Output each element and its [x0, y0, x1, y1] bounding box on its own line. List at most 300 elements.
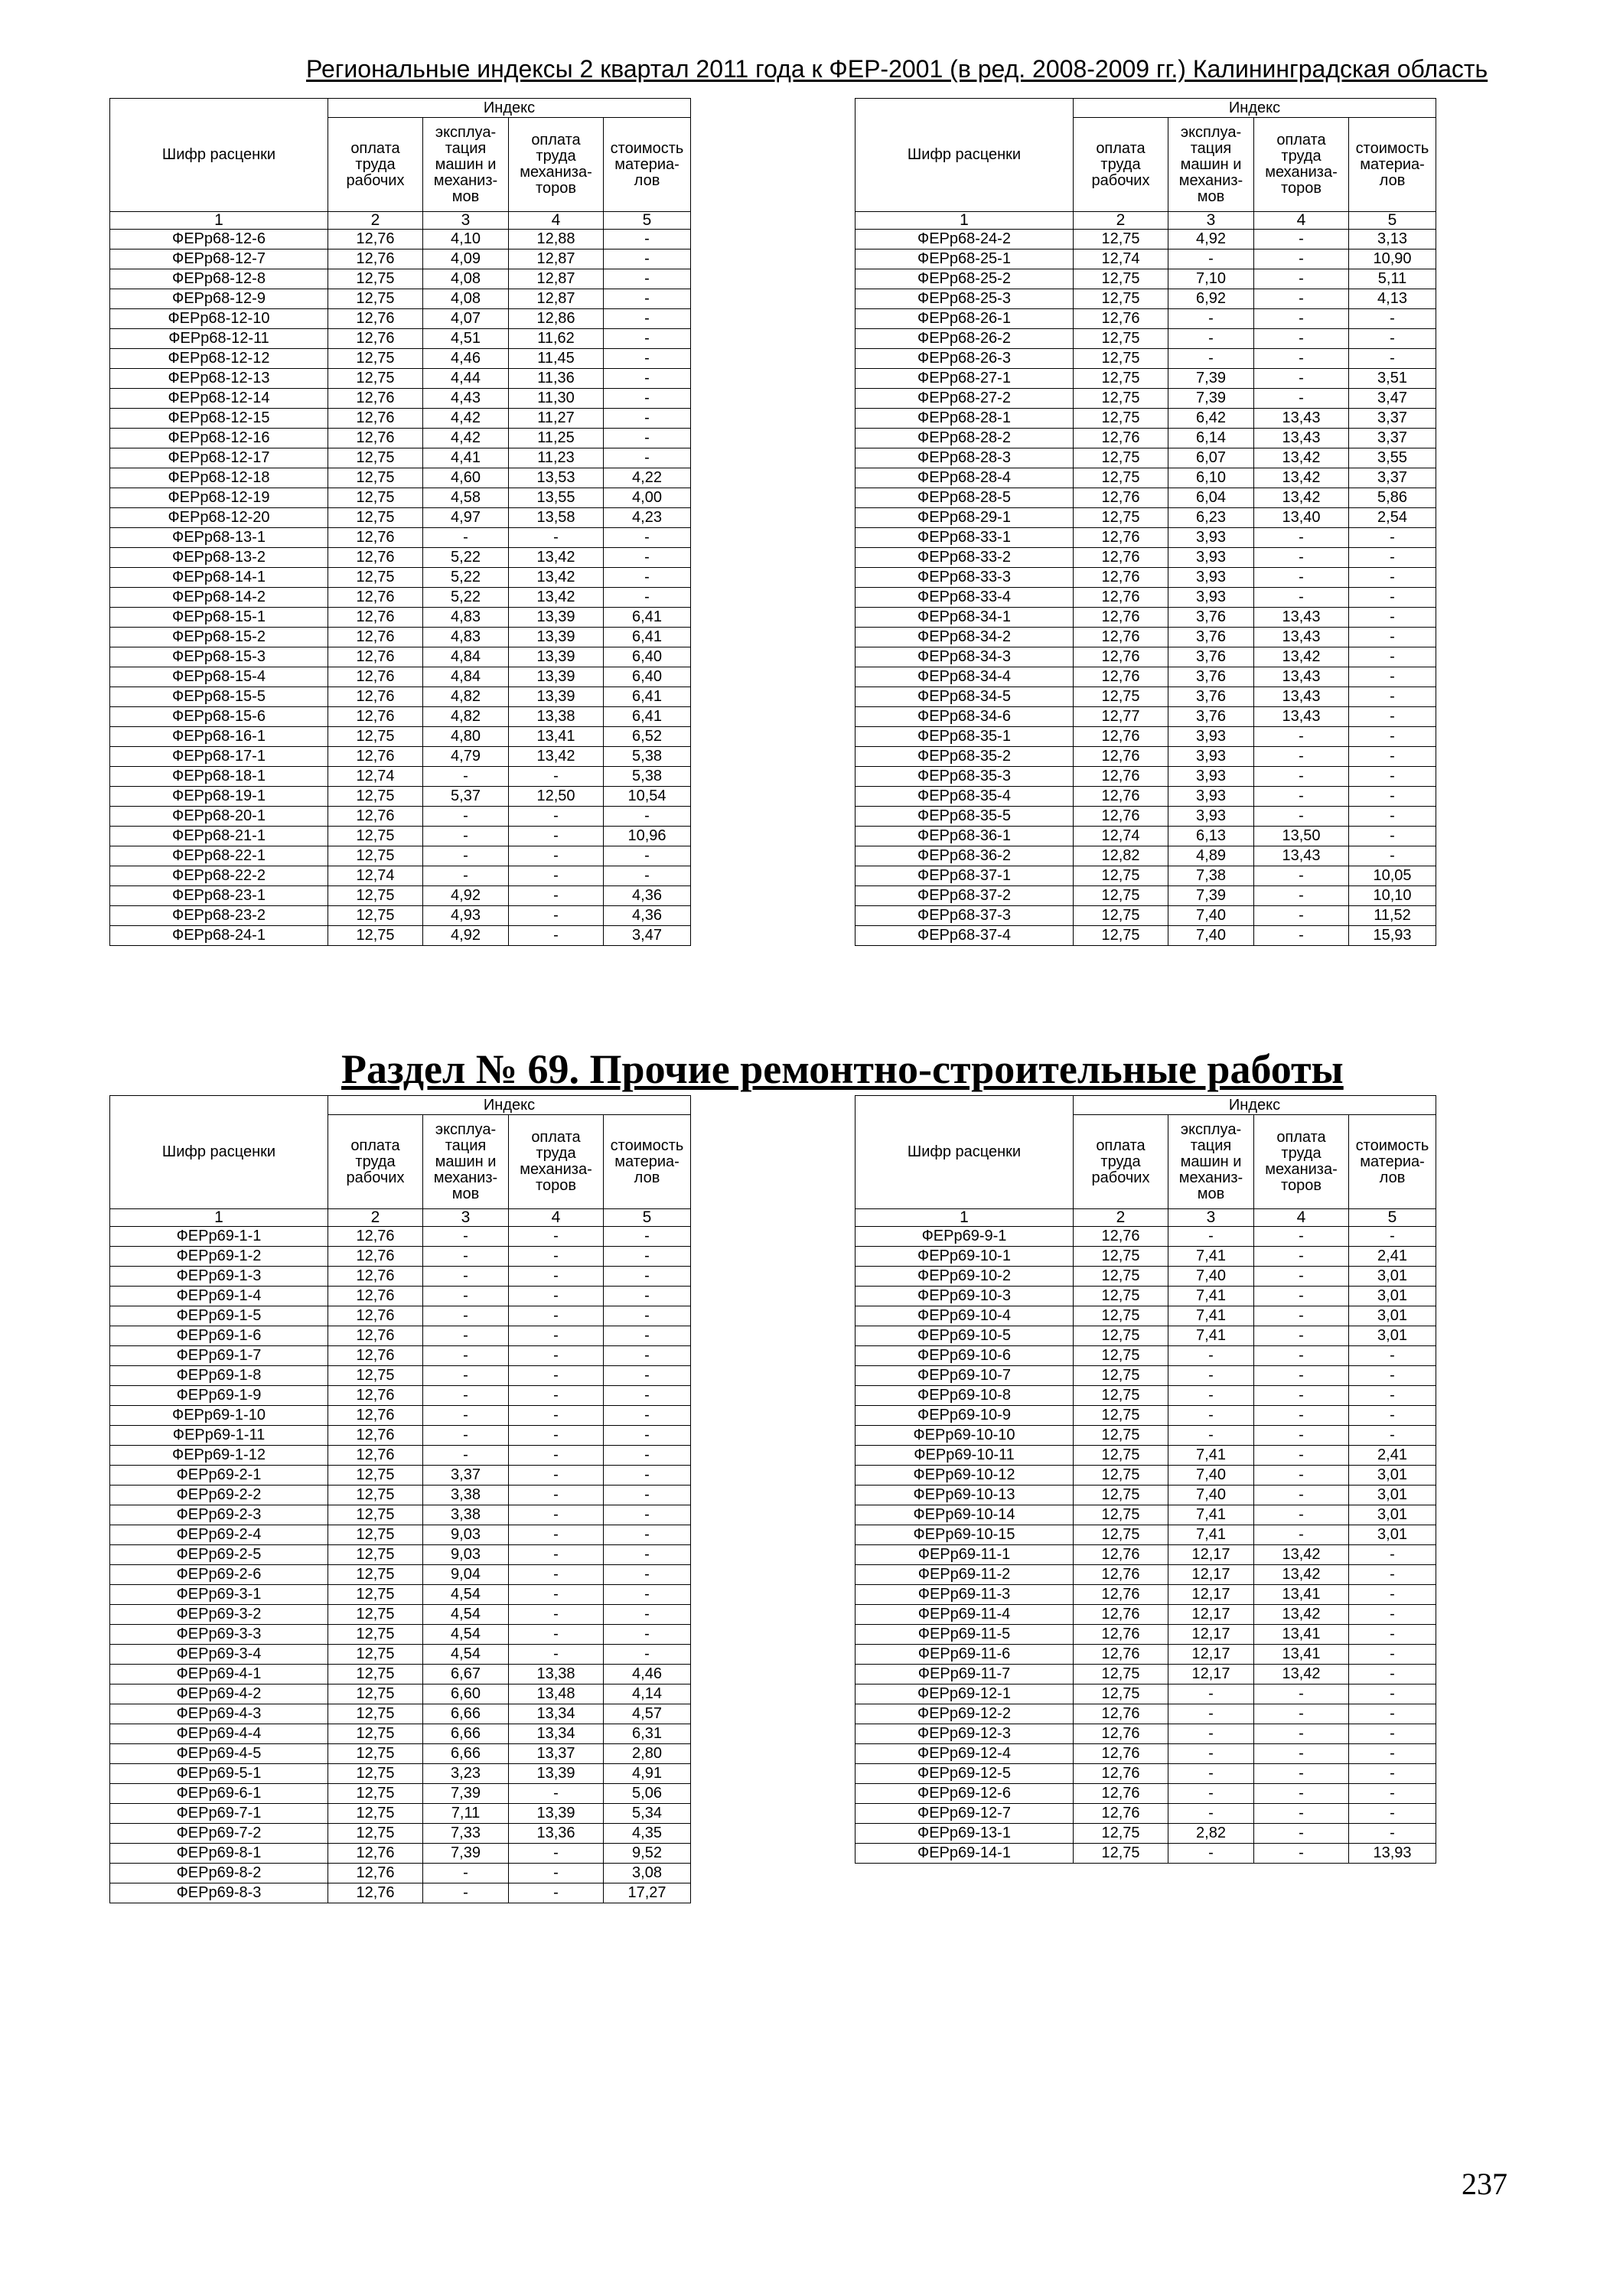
table-row: [110, 727, 691, 747]
index-value-cell: -: [1254, 767, 1349, 787]
index-value-cell: 13,39: [509, 647, 604, 667]
rate-code-cell: ФЕРр68-15-1: [110, 608, 328, 628]
index-value-cell: -: [1254, 1684, 1349, 1704]
index-value-cell: -: [604, 528, 691, 548]
index-value-cell: 12,75: [328, 1505, 423, 1525]
index-value-cell: 4,10: [423, 230, 509, 249]
index-value-cell: -: [1254, 1764, 1349, 1784]
rate-code-cell: ФЕРр68-33-4: [855, 588, 1074, 608]
table-row: [855, 488, 1436, 508]
table-row: [855, 1645, 1436, 1665]
index-value-cell: 12,88: [509, 230, 604, 249]
rate-code-cell: ФЕРр68-34-6: [855, 707, 1074, 727]
index-value-cell: -: [604, 1545, 691, 1565]
header-code: Шифр расценки: [855, 99, 1074, 212]
rate-code-cell: ФЕРр68-33-3: [855, 568, 1074, 588]
rate-code-cell: ФЕРр68-35-1: [855, 727, 1074, 747]
index-value-cell: 12,76: [328, 1326, 423, 1346]
index-value-cell: 4,54: [423, 1585, 509, 1605]
index-value-cell: 13,42: [1254, 1545, 1349, 1565]
index-value-cell: 4,36: [604, 906, 691, 926]
index-value-cell: 4,36: [604, 886, 691, 906]
index-value-cell: 11,62: [509, 329, 604, 349]
index-value-cell: 12,76: [328, 1446, 423, 1466]
header-col-number: 2: [1074, 1209, 1168, 1227]
index-value-cell: 6,40: [604, 647, 691, 667]
index-value-cell: -: [1168, 1784, 1254, 1804]
index-value-cell: 5,38: [604, 767, 691, 787]
header-col-number: 1: [855, 1209, 1074, 1227]
index-value-cell: 12,76: [1074, 1585, 1168, 1605]
index-value-cell: 12,75: [328, 1764, 423, 1784]
index-value-cell: -: [604, 1446, 691, 1466]
index-value-cell: -: [1349, 608, 1436, 628]
index-value-cell: 4,79: [423, 747, 509, 767]
index-value-cell: 6,41: [604, 707, 691, 727]
index-value-cell: 12,75: [328, 846, 423, 866]
table-row: [855, 1704, 1436, 1724]
index-value-cell: -: [1254, 1804, 1349, 1824]
index-value-cell: 13,93: [1349, 1844, 1436, 1864]
index-value-cell: 3,23: [423, 1764, 509, 1784]
index-value-cell: 13,38: [509, 707, 604, 727]
index-value-cell: -: [1254, 1505, 1349, 1525]
index-value-cell: 12,75: [328, 1804, 423, 1824]
index-value-cell: -: [423, 1366, 509, 1386]
rate-code-cell: ФЕРр68-28-2: [855, 429, 1074, 448]
rate-code-cell: ФЕРр68-28-5: [855, 488, 1074, 508]
index-value-cell: -: [509, 1645, 604, 1665]
header-col-3: эксплуа-тация машин и механиз-мов: [1168, 118, 1254, 212]
table-row: [110, 1287, 691, 1306]
table-row: [855, 787, 1436, 807]
table-row: [855, 429, 1436, 448]
rate-code-cell: ФЕРр69-3-3: [110, 1625, 328, 1645]
index-value-cell: 5,86: [1349, 488, 1436, 508]
index-value-cell: -: [509, 1326, 604, 1346]
index-value-cell: 9,52: [604, 1844, 691, 1864]
index-value-cell: 11,30: [509, 389, 604, 409]
index-value-cell: 13,41: [1254, 1585, 1349, 1605]
rate-code-cell: ФЕРр68-34-5: [855, 687, 1074, 707]
table-row: [110, 1426, 691, 1446]
index-value-cell: 12,75: [1074, 886, 1168, 906]
index-value-cell: -: [509, 1883, 604, 1903]
index-value-cell: -: [1349, 349, 1436, 369]
index-value-cell: 6,92: [1168, 289, 1254, 309]
rate-code-cell: ФЕРр69-10-2: [855, 1267, 1074, 1287]
index-value-cell: 12,76: [328, 230, 423, 249]
rate-code-cell: ФЕРр69-10-13: [855, 1486, 1074, 1505]
index-value-cell: 3,37: [1349, 409, 1436, 429]
index-value-cell: 7,40: [1168, 906, 1254, 926]
index-value-cell: -: [509, 1406, 604, 1426]
index-value-cell: 13,34: [509, 1704, 604, 1724]
index-value-cell: -: [423, 1864, 509, 1883]
table-row: [110, 329, 691, 349]
index-value-cell: -: [509, 1386, 604, 1406]
index-value-cell: 12,75: [328, 906, 423, 926]
index-value-cell: -: [1254, 1704, 1349, 1724]
table-row: [110, 349, 691, 369]
index-value-cell: -: [509, 1625, 604, 1645]
table-row: [855, 1287, 1436, 1306]
table-row: [110, 1744, 691, 1764]
index-value-cell: -: [1349, 1744, 1436, 1764]
table-row: [110, 628, 691, 647]
rate-code-cell: ФЕРр68-29-1: [855, 508, 1074, 528]
header-col-5: стоимость материа-лов: [604, 1115, 691, 1209]
index-value-cell: 12,75: [328, 1366, 423, 1386]
index-value-cell: -: [1349, 1565, 1436, 1585]
header-col-4: оплата труда механиза-торов: [509, 1115, 604, 1209]
index-value-cell: -: [604, 1645, 691, 1665]
rate-code-cell: ФЕРр69-1-9: [110, 1386, 328, 1406]
header-col-number: 3: [423, 1209, 509, 1227]
table-row: [855, 1585, 1436, 1605]
header-col-number: 3: [1168, 1209, 1254, 1227]
index-value-cell: 6,04: [1168, 488, 1254, 508]
table-row: [110, 1227, 691, 1247]
index-value-cell: -: [1349, 687, 1436, 707]
table-row: [110, 1446, 691, 1466]
index-value-cell: 6,66: [423, 1724, 509, 1744]
index-value-cell: -: [1254, 807, 1349, 827]
index-value-cell: 12,75: [1074, 1406, 1168, 1426]
index-value-cell: -: [423, 1247, 509, 1267]
index-value-cell: 12,76: [1074, 528, 1168, 548]
table-row: [855, 269, 1436, 289]
index-value-cell: 6,42: [1168, 409, 1254, 429]
rate-code-cell: ФЕРр69-7-2: [110, 1824, 328, 1844]
index-value-cell: 4,08: [423, 289, 509, 309]
index-value-cell: 12,17: [1168, 1585, 1254, 1605]
index-table-bottom-right: [855, 1095, 1436, 1864]
index-value-cell: -: [1254, 1784, 1349, 1804]
rate-code-cell: ФЕРр68-15-5: [110, 687, 328, 707]
index-value-cell: -: [1254, 1744, 1349, 1764]
index-value-cell: -: [604, 389, 691, 409]
table-row: [110, 389, 691, 409]
index-value-cell: -: [509, 1446, 604, 1466]
page-header: Региональные индексы 2 квартал 2011 года к ФЕР-2001 (в ред. 2008-2009 гг.) Калининградская область: [306, 55, 1488, 83]
index-value-cell: -: [1349, 767, 1436, 787]
index-value-cell: -: [1254, 249, 1349, 269]
index-value-cell: -: [604, 1625, 691, 1645]
index-value-cell: -: [1349, 1227, 1436, 1247]
index-value-cell: -: [423, 1346, 509, 1366]
index-value-cell: 13,43: [1254, 687, 1349, 707]
index-value-cell: -: [1168, 1366, 1254, 1386]
header-col-number: 5: [1349, 1209, 1436, 1227]
table-row: [110, 1645, 691, 1665]
table-row: [855, 1545, 1436, 1565]
index-value-cell: -: [1254, 1724, 1349, 1744]
index-value-cell: -: [1254, 309, 1349, 329]
index-value-cell: -: [1349, 309, 1436, 329]
index-value-cell: 12,76: [1074, 488, 1168, 508]
index-value-cell: -: [509, 827, 604, 846]
index-value-cell: -: [1349, 568, 1436, 588]
table-row: [110, 230, 691, 249]
index-value-cell: 13,42: [1254, 488, 1349, 508]
index-value-cell: -: [1168, 1804, 1254, 1824]
index-value-cell: 12,75: [328, 488, 423, 508]
rate-code-cell: ФЕРр69-2-4: [110, 1525, 328, 1545]
table-row: [110, 1486, 691, 1505]
header-col-5: стоимость материа-лов: [1349, 118, 1436, 212]
header-col-number: 1: [110, 1209, 328, 1227]
table-row: [110, 289, 691, 309]
index-value-cell: -: [604, 1227, 691, 1247]
table-row: [855, 1764, 1436, 1784]
index-value-cell: -: [1349, 807, 1436, 827]
index-value-cell: 2,82: [1168, 1824, 1254, 1844]
index-value-cell: -: [423, 1406, 509, 1426]
index-value-cell: 12,76: [1074, 1704, 1168, 1724]
index-value-cell: 12,76: [1074, 568, 1168, 588]
index-value-cell: 11,23: [509, 448, 604, 468]
index-value-cell: 10,10: [1349, 886, 1436, 906]
index-value-cell: 12,75: [1074, 230, 1168, 249]
index-value-cell: 12,75: [328, 1625, 423, 1645]
rate-code-cell: ФЕРр69-14-1: [855, 1844, 1074, 1864]
index-value-cell: 3,51: [1349, 369, 1436, 389]
rate-code-cell: ФЕРр69-3-1: [110, 1585, 328, 1605]
rate-code-cell: ФЕРр69-10-7: [855, 1366, 1074, 1386]
index-value-cell: 12,74: [328, 866, 423, 886]
rate-code-cell: ФЕРр69-10-5: [855, 1326, 1074, 1346]
rate-code-cell: ФЕРр69-1-7: [110, 1346, 328, 1366]
table-row: [855, 827, 1436, 846]
index-value-cell: 12,75: [328, 827, 423, 846]
page-number: 237: [1462, 2167, 1507, 2201]
index-value-cell: -: [604, 230, 691, 249]
header-col-3: эксплуа-тация машин и механиз-мов: [423, 1115, 509, 1209]
rate-code-cell: ФЕРр68-17-1: [110, 747, 328, 767]
table-row: [855, 1366, 1436, 1386]
rate-code-cell: ФЕРр68-15-6: [110, 707, 328, 727]
table-row: [110, 488, 691, 508]
index-value-cell: -: [1254, 926, 1349, 946]
index-value-cell: 12,75: [1074, 1247, 1168, 1267]
table-row: [110, 747, 691, 767]
index-value-cell: -: [509, 1287, 604, 1306]
index-value-cell: 13,42: [1254, 1565, 1349, 1585]
index-value-cell: 12,75: [328, 1824, 423, 1844]
index-value-cell: -: [509, 1466, 604, 1486]
rate-code-cell: ФЕРр69-11-3: [855, 1585, 1074, 1605]
index-value-cell: -: [423, 1446, 509, 1466]
index-value-cell: 4,22: [604, 468, 691, 488]
index-value-cell: -: [1254, 1446, 1349, 1466]
index-value-cell: 12,75: [1074, 1684, 1168, 1704]
table-row: [855, 628, 1436, 647]
rate-code-cell: ФЕРр69-12-7: [855, 1804, 1074, 1824]
rate-code-cell: ФЕРр69-6-1: [110, 1784, 328, 1804]
index-value-cell: -: [1168, 349, 1254, 369]
index-value-cell: -: [1254, 329, 1349, 349]
table-row: [110, 1386, 691, 1406]
index-value-cell: 12,17: [1168, 1665, 1254, 1684]
index-value-cell: 4,84: [423, 647, 509, 667]
index-value-cell: 5,11: [1349, 269, 1436, 289]
index-value-cell: 12,76: [328, 747, 423, 767]
index-value-cell: 3,93: [1168, 747, 1254, 767]
index-value-cell: 4,08: [423, 269, 509, 289]
index-value-cell: 12,75: [328, 1525, 423, 1545]
index-value-cell: 12,75: [328, 926, 423, 946]
index-value-cell: -: [604, 1386, 691, 1406]
index-value-cell: -: [423, 767, 509, 787]
rate-code-cell: ФЕРр68-23-1: [110, 886, 328, 906]
index-value-cell: 10,05: [1349, 866, 1436, 886]
rate-code-cell: ФЕРр69-11-2: [855, 1565, 1074, 1585]
rate-code-cell: ФЕРр68-35-3: [855, 767, 1074, 787]
index-value-cell: 13,41: [1254, 1625, 1349, 1645]
index-value-cell: 4,54: [423, 1605, 509, 1625]
index-value-cell: 12,75: [1074, 1346, 1168, 1366]
index-value-cell: -: [1349, 1426, 1436, 1446]
index-value-cell: 7,39: [1168, 886, 1254, 906]
index-table: [109, 98, 691, 946]
rate-code-cell: ФЕРр69-10-6: [855, 1346, 1074, 1366]
index-value-cell: 12,76: [1074, 1625, 1168, 1645]
index-value-cell: -: [509, 1267, 604, 1287]
index-value-cell: -: [604, 1366, 691, 1386]
index-value-cell: 12,87: [509, 249, 604, 269]
index-table: [855, 98, 1436, 946]
index-value-cell: 3,93: [1168, 568, 1254, 588]
index-value-cell: 12,75: [328, 369, 423, 389]
index-value-cell: 12,75: [1074, 1824, 1168, 1844]
rate-code-cell: ФЕРр68-13-2: [110, 548, 328, 568]
index-value-cell: 12,75: [1074, 1466, 1168, 1486]
rate-code-cell: ФЕРр69-1-6: [110, 1326, 328, 1346]
table-row: [855, 349, 1436, 369]
index-value-cell: -: [509, 846, 604, 866]
index-value-cell: 12,75: [1074, 1287, 1168, 1306]
header-col-number: 4: [509, 1209, 604, 1227]
table-row: [110, 787, 691, 807]
index-value-cell: 12,75: [1074, 1326, 1168, 1346]
index-value-cell: 12,76: [328, 528, 423, 548]
index-value-cell: 13,37: [509, 1744, 604, 1764]
index-value-cell: 4,82: [423, 687, 509, 707]
index-value-cell: 12,76: [328, 608, 423, 628]
table-row: [855, 687, 1436, 707]
table-row: [110, 1545, 691, 1565]
section-title: Раздел № 69. Прочие ремонтно-строительные работы: [341, 1046, 1344, 1092]
rate-code-cell: ФЕРр69-10-3: [855, 1287, 1074, 1306]
table-row: [855, 230, 1436, 249]
index-value-cell: -: [1254, 1227, 1349, 1247]
index-value-cell: 4,84: [423, 667, 509, 687]
header-col-4: оплата труда механиза-торов: [509, 118, 604, 212]
index-value-cell: 12,75: [1074, 329, 1168, 349]
index-value-cell: 2,41: [1349, 1446, 1436, 1466]
index-value-cell: -: [1254, 1287, 1349, 1306]
index-value-cell: 13,36: [509, 1824, 604, 1844]
rate-code-cell: ФЕРр69-3-4: [110, 1645, 328, 1665]
index-value-cell: 13,42: [1254, 647, 1349, 667]
index-value-cell: 4,80: [423, 727, 509, 747]
index-value-cell: -: [1349, 846, 1436, 866]
index-value-cell: 4,92: [423, 926, 509, 946]
index-value-cell: 12,75: [1074, 1486, 1168, 1505]
index-value-cell: -: [509, 1525, 604, 1545]
rate-code-cell: ФЕРр69-13-1: [855, 1824, 1074, 1844]
index-value-cell: -: [604, 588, 691, 608]
index-value-cell: -: [604, 349, 691, 369]
index-value-cell: 12,75: [328, 269, 423, 289]
index-value-cell: 12,76: [1074, 429, 1168, 448]
index-value-cell: 4,89: [1168, 846, 1254, 866]
header-index-group: Индекс: [328, 1096, 691, 1115]
header-col-number: 2: [1074, 212, 1168, 230]
index-value-cell: -: [509, 866, 604, 886]
index-value-cell: 6,66: [423, 1744, 509, 1764]
index-value-cell: 3,37: [1349, 468, 1436, 488]
rate-code-cell: ФЕРр68-12-18: [110, 468, 328, 488]
index-value-cell: -: [509, 926, 604, 946]
header-index-group: Индекс: [328, 99, 691, 118]
rate-code-cell: ФЕРр68-37-2: [855, 886, 1074, 906]
index-value-cell: -: [509, 528, 604, 548]
index-value-cell: -: [1254, 886, 1349, 906]
index-value-cell: -: [604, 1426, 691, 1446]
index-value-cell: -: [509, 1864, 604, 1883]
index-value-cell: -: [1349, 707, 1436, 727]
index-value-cell: 12,76: [328, 389, 423, 409]
index-value-cell: -: [509, 1605, 604, 1625]
rate-code-cell: ФЕРр68-21-1: [110, 827, 328, 846]
rate-code-cell: ФЕРр68-12-17: [110, 448, 328, 468]
rate-code-cell: ФЕРр68-12-10: [110, 309, 328, 329]
index-value-cell: -: [509, 1545, 604, 1565]
rate-code-cell: ФЕРр69-1-5: [110, 1306, 328, 1326]
index-value-cell: 12,77: [1074, 707, 1168, 727]
index-value-cell: -: [1349, 1346, 1436, 1366]
index-value-cell: -: [1168, 1406, 1254, 1426]
index-value-cell: -: [509, 1426, 604, 1446]
table-row: [110, 309, 691, 329]
rate-code-cell: ФЕРр68-27-2: [855, 389, 1074, 409]
index-value-cell: 12,76: [328, 807, 423, 827]
table-row: [110, 1505, 691, 1525]
index-value-cell: 12,76: [1074, 647, 1168, 667]
index-value-cell: 12,76: [1074, 727, 1168, 747]
index-value-cell: 7,40: [1168, 1267, 1254, 1287]
index-value-cell: -: [604, 1605, 691, 1625]
table-row: [110, 1326, 691, 1346]
index-value-cell: -: [1168, 1386, 1254, 1406]
index-value-cell: 12,76: [1074, 1605, 1168, 1625]
rate-code-cell: ФЕРр68-25-2: [855, 269, 1074, 289]
table-row: [855, 926, 1436, 946]
index-value-cell: 4,46: [604, 1665, 691, 1684]
index-table-top-left: [109, 98, 691, 946]
table-row: [110, 1366, 691, 1386]
index-value-cell: 12,76: [328, 1306, 423, 1326]
index-value-cell: -: [509, 1227, 604, 1247]
index-value-cell: 12,75: [1074, 1386, 1168, 1406]
index-value-cell: 12,76: [328, 707, 423, 727]
index-value-cell: -: [1349, 1704, 1436, 1724]
index-value-cell: 12,76: [328, 329, 423, 349]
index-value-cell: -: [423, 1287, 509, 1306]
rate-code-cell: ФЕРр69-2-6: [110, 1565, 328, 1585]
